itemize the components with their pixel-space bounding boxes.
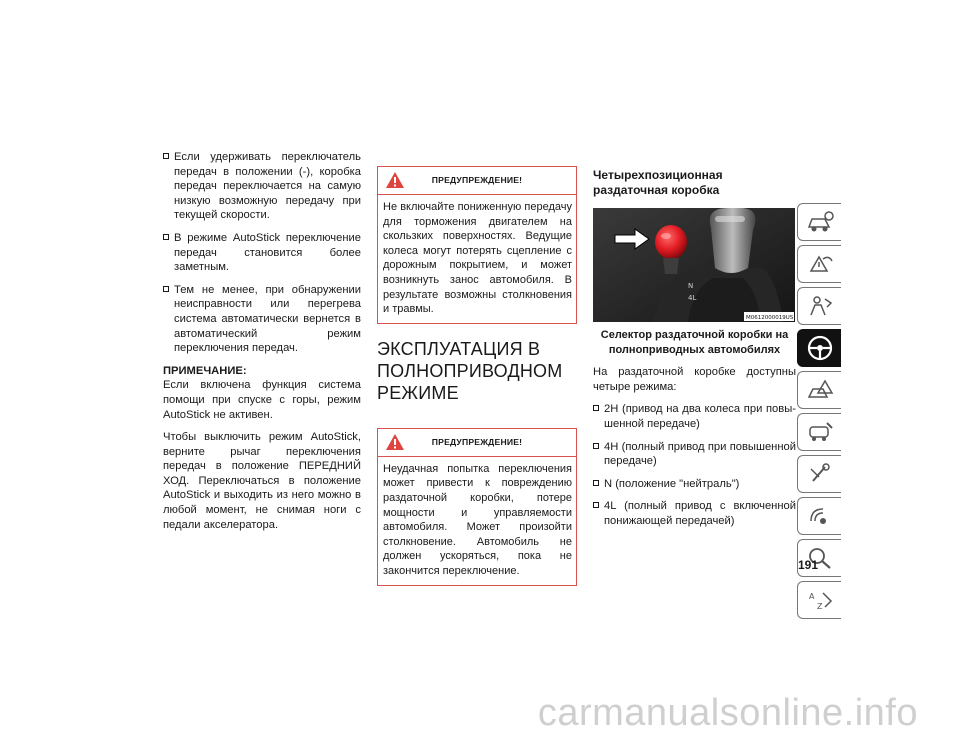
modes-intro: На раздаточной коробке доступны четыре режима: xyxy=(593,366,796,393)
transfer-case-illustration xyxy=(593,208,795,322)
list-item: 4L (полный привод с включенной понижающей передачей) xyxy=(593,499,796,528)
warning-triangle-icon xyxy=(385,433,405,451)
specifications-icon xyxy=(805,461,835,487)
warning-box xyxy=(377,428,577,586)
tab-starting-and-operating[interactable] xyxy=(797,329,841,367)
svg-text:N: N xyxy=(688,282,694,290)
checkbox-bullet-icon xyxy=(163,234,169,240)
tab-safety[interactable] xyxy=(797,287,841,325)
tab-specifications[interactable] xyxy=(797,455,841,493)
warning-text: Не включайте пониженную передачу для торможения двигателем на скользких поверхностях. Ведущие колеса могут потерять сцепление с дорожным покрытием, и может возникнуть занос автомобиля. В результате возможны столкновения и травмы. xyxy=(383,201,572,316)
transfer-case-photo xyxy=(593,208,795,322)
steering-wheel-icon xyxy=(805,334,835,362)
image-caption: Селектор раздаточной коробки на полноприводных автомобилях xyxy=(600,329,789,356)
warning-header xyxy=(378,429,576,457)
warning-text: Неудачная попытка переключения может привести к повреждению раздаточной коробки, потере мощности и управляемости автомобиля. Может произойти столкновение. Автомобиль не должен ускоряться, пока не закончится переключение. xyxy=(383,462,572,577)
checkbox-bullet-icon xyxy=(163,286,169,292)
subsection-title: Четырехпозиционная раздаточная коробка xyxy=(593,168,723,197)
tab-multimedia[interactable] xyxy=(797,497,841,535)
car-info-icon xyxy=(805,209,835,235)
checkbox-bullet-icon xyxy=(163,153,169,159)
safety-icon xyxy=(805,293,835,319)
watermark: carmanualsonline.info xyxy=(537,692,918,734)
warning-header xyxy=(378,167,576,195)
note-text: Если включена функция система помощи при спуске с горы, режим AutoStick не активен. xyxy=(163,379,361,421)
note-title: ПРИМЕЧАНИЕ: xyxy=(163,364,247,377)
tab-service[interactable] xyxy=(797,413,841,451)
emergency-icon xyxy=(805,377,835,403)
list-item: В режиме AutoStick переключение передач становится более заметным. xyxy=(163,231,361,275)
checkbox-bullet-icon xyxy=(593,405,599,411)
warning-triangle-icon xyxy=(385,171,405,189)
list-item: N (положение "нейтраль") xyxy=(593,477,796,492)
checkbox-bullet-icon xyxy=(593,502,599,508)
warning-title: ПРЕДУПРЕЖДЕНИЕ! xyxy=(431,175,523,186)
service-icon xyxy=(805,419,835,445)
index-icon xyxy=(805,587,835,613)
svg-text:Z: Z xyxy=(816,602,822,611)
autostick-paragraph: Чтобы выключить режим AutoStick, верните рычаг переключения передач в положение ПЕРЕДНИЙ ХОД. Переключаться в положение AutoStick и выходить из него можно в любой момент, не снимая ноги с педали акселератора. xyxy=(163,431,361,531)
list-item: 2H (привод на два колеса при повышенной передаче) xyxy=(593,402,796,431)
column-left xyxy=(163,150,361,540)
column-right xyxy=(593,168,796,537)
svg-text:A: A xyxy=(808,592,814,601)
warning-lights-icon xyxy=(805,251,835,277)
tab-warning-lights[interactable] xyxy=(797,245,841,283)
list-item: Тем не менее, при обнаружении неисправности или перегрева система автоматически вернется в автоматический режим переключения передач. xyxy=(163,283,361,356)
svg-text:4L: 4L xyxy=(688,294,697,302)
tab-vehicle-info[interactable] xyxy=(797,203,841,241)
section-title: ЭКСПЛУАТАЦИЯ В ПОЛНОПРИВОДНОМ РЕЖИМЕ xyxy=(377,338,563,403)
checkbox-bullet-icon xyxy=(593,480,599,486)
tab-index[interactable] xyxy=(797,581,841,619)
checkbox-bullet-icon xyxy=(593,443,599,449)
page-number: 191 xyxy=(798,558,819,572)
multimedia-icon xyxy=(805,503,835,529)
warning-box xyxy=(377,166,577,324)
warning-title: ПРЕДУПРЕЖДЕНИЕ! xyxy=(431,436,523,447)
column-middle xyxy=(377,166,577,600)
tab-emergency[interactable] xyxy=(797,371,841,409)
list-item: 4H (полный привод при повышенной передаче) xyxy=(593,440,796,469)
image-code: M0612000019US xyxy=(746,315,794,321)
list-item: Если удерживать переключатель передач в положении (-), коробка передач переключается на самую низкую возможную передачу при текущей скорости. xyxy=(163,150,361,223)
